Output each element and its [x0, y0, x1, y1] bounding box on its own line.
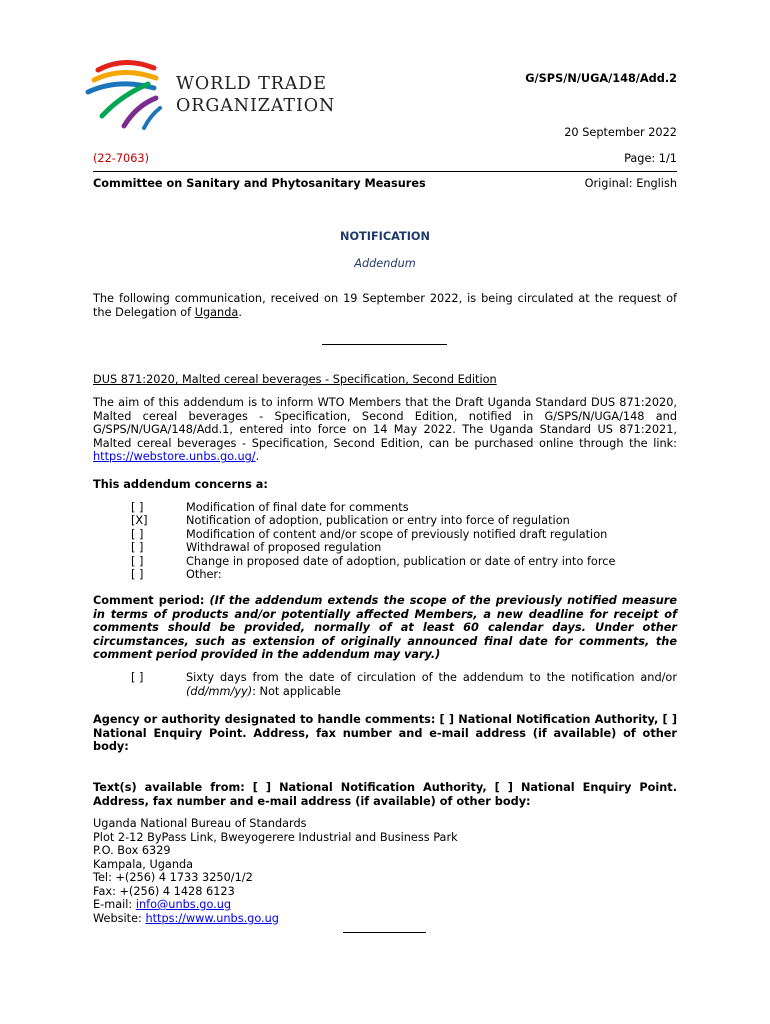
end-separator: [343, 932, 426, 933]
document-subtitle: Addendum: [354, 257, 416, 270]
standard-title: DUS 871:2020, Malted cereal beverages - Specification, Second Edition: [93, 373, 497, 386]
intro-paragraph: The following communication, received on 19 September 2022, is being circulated at the request of the Delegation of Uganda.: [93, 292, 677, 319]
concerns-heading: This addendum concerns a:: [93, 478, 268, 491]
phone-line: Tel: +(256) 4 1733 3250/1/2: [93, 871, 253, 884]
checkbox: [ ]: [131, 527, 144, 541]
country-name: Uganda: [194, 305, 239, 319]
address-line: Uganda National Bureau of Standards: [93, 817, 307, 830]
email-line: E-mail: info@unbs.go.ug: [93, 898, 232, 911]
wto-logo-icon: [84, 56, 170, 136]
document-title: NOTIFICATION: [339, 230, 430, 243]
org-name-line2: ORGANIZATION: [176, 96, 336, 116]
webstore-link[interactable]: https://webstore.unbs.go.ug/: [93, 450, 256, 464]
agency-paragraph: Agency or authority designated to handle comments: [ ] National Notification Authority, [ ] National Enquiry Point. Address, fax number and e-mail address (if available) of other body:: [93, 713, 677, 754]
list-item: [ ] Other:: [131, 567, 222, 581]
address-line: Kampala, Uganda: [93, 857, 194, 871]
committee-name: Committee on Sanitary and Phytosanitary Measures: [93, 177, 426, 190]
checkbox: [ ]: [131, 541, 144, 555]
list-item: [ ] Modification of final date for comments: [131, 501, 409, 514]
wto-logo: [84, 56, 170, 140]
checkbox: [ ]: [131, 567, 144, 581]
list-item: [ ] Change in proposed date of adoption, publication or date of entry into force: [131, 554, 616, 568]
fax-line: Fax: +(256) 4 1428 6123: [93, 884, 235, 898]
org-name: [176, 73, 335, 117]
page-number: Page: 1/1: [624, 152, 677, 165]
checkbox: [ ]: [131, 671, 144, 684]
website-link[interactable]: https://www.unbs.go.ug: [145, 911, 279, 925]
checkbox: [ ]: [131, 501, 144, 514]
list-item: [ ] Modification of content and/or scope of previously notified draft regulation: [131, 527, 608, 541]
list-item: [ ] Withdrawal of proposed regulation: [131, 541, 382, 555]
header-divider: [93, 171, 677, 172]
address-block: [93, 817, 458, 925]
comment-period-item: [ ] Sixty days from the date of circulation of the addendum to the notification and/or (dd/mm/yy): Not applicable: [131, 671, 677, 698]
document-symbol: G/SPS/N/UGA/148/Add.2: [525, 72, 677, 85]
section-separator: [322, 344, 447, 345]
list-item: [X] Notification of adoption, publication or entry into force of regulation: [131, 514, 570, 528]
email-link[interactable]: info@unbs.go.ug: [135, 898, 232, 911]
document-date: 20 September 2022: [564, 126, 677, 139]
texts-available-paragraph: Text(s) available from: [ ] National Notification Authority, [ ] National Enquiry Point. Address, fax number and e-mail address (if available) of other body:: [93, 781, 677, 808]
website-line: Website: https://www.unbs.go.ug: [93, 911, 279, 925]
address-line: Plot 2-12 ByPass Link, Bweyogerere Industrial and Business Park: [93, 830, 458, 844]
org-name-line1: WORLD TRADE: [176, 74, 327, 94]
concerns-checklist: [131, 501, 615, 581]
checkbox: [ ]: [131, 554, 144, 568]
checkbox: [X]: [131, 514, 148, 528]
document-number: (22-7063): [93, 152, 150, 165]
original-language: Original: English: [584, 177, 677, 190]
comment-period-paragraph: Comment period: (If the addendum extends the scope of the previously notified measure in terms of products and/or potentially affected Members, a new deadline for receipt of comments should be provided, normally of at least 60 calendar days. Under other circumstances, such as extension of originally announced final date for comments, the comment period provided in the addendum may vary.): [93, 594, 677, 662]
aim-paragraph: The aim of this addendum is to inform WTO Members that the Draft Uganda Standard DUS 871:2020, Malted cereal beverages - Specification, Second Edition, notified in G/SPS/N/UGA/148 and G/SPS/N/UGA/148/Add.1, entered into force on 14 May 2022. The Uganda Standard US 871:2021, Malted cereal beverages - Specification, Second Edition, can be purchased online through the link: https://webstore.unbs.go.ug/.: [93, 396, 677, 464]
address-line: P.O. Box 6329: [93, 844, 171, 857]
